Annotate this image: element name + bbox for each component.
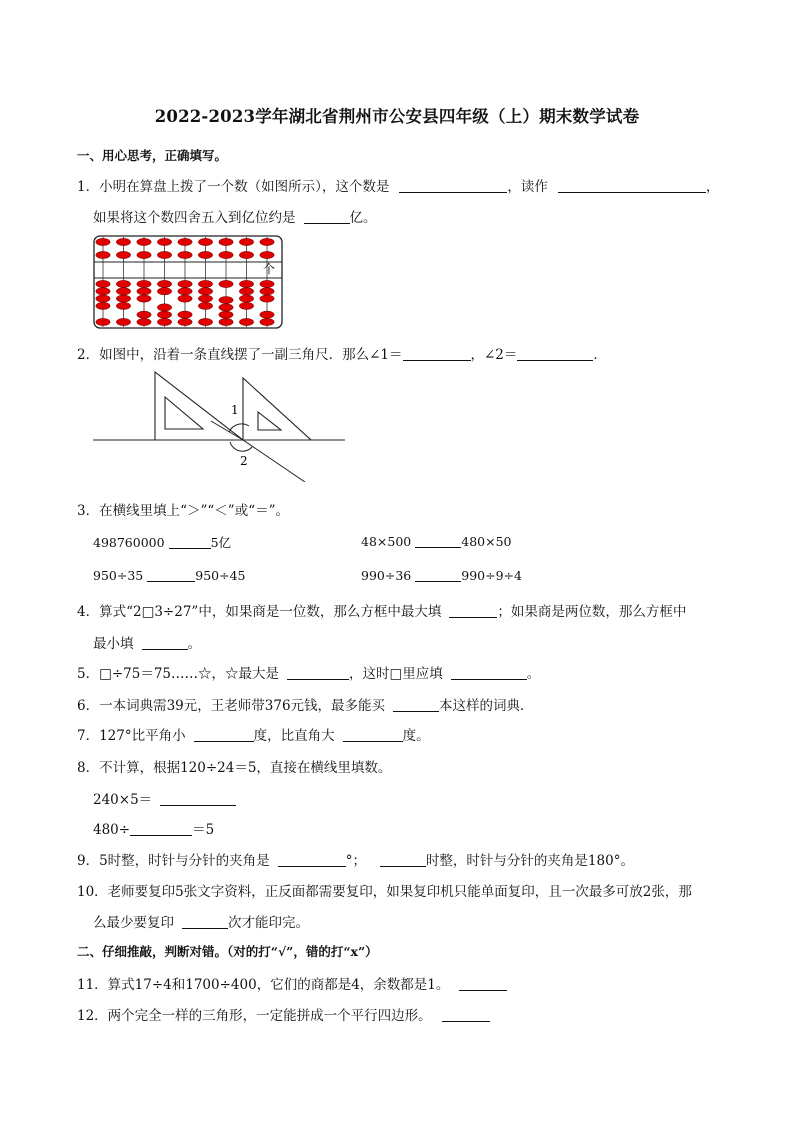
answer-blank[interactable] [278, 852, 346, 867]
question-10-line-1: 10．老师要复印5张文字资料，正反面都需要复印，如果复印机只能单面复印，且一次最多可放2张，那 [77, 884, 692, 900]
abacus-upper-bead [260, 251, 274, 258]
abacus-upper-bead [219, 238, 233, 245]
abacus-lower-bead [239, 280, 253, 287]
abacus-lower-bead [260, 280, 274, 287]
compare-item: 950÷35 950÷45 [93, 568, 246, 583]
abacus-lower-bead [198, 280, 212, 287]
question-10-line-2: 么最少要复印 次才能印完。 [93, 915, 309, 931]
abacus-lower-bead [239, 288, 253, 295]
abacus-lower-bead [96, 280, 110, 287]
question-11: 11．算式17÷4和1700÷400，它们的商都是4，余数都是1。 [77, 973, 507, 993]
abacus-upper-bead [116, 251, 130, 258]
abacus-lower-bead [137, 311, 151, 318]
question-8-sub-1: 240×5＝ [93, 788, 236, 808]
answer-blank[interactable] [403, 346, 471, 361]
answer-blank[interactable] [130, 821, 192, 836]
section-1-heading: 一、用心思考，正确填写。 [77, 148, 228, 163]
question-12: 12．两个完全一样的三角形，一定能拼成一个平行四边形。 [77, 1004, 490, 1024]
answer-blank[interactable] [380, 852, 426, 867]
answer-blank[interactable] [449, 603, 497, 618]
abacus-lower-bead [198, 288, 212, 295]
abacus-lower-bead [260, 311, 274, 318]
abacus-lower-bead [96, 288, 110, 295]
abacus-lower-bead [198, 318, 212, 325]
question-6: 6．一本词典需39元，王老师带376元钱，最多能买 本这样的词典． [77, 698, 534, 714]
abacus-lower-bead [260, 288, 274, 295]
abacus-lower-bead [178, 288, 192, 295]
abacus-lower-bead [157, 288, 171, 295]
question-8: 8．不计算，根据120÷24＝5，直接在横线里填数。 [77, 760, 392, 776]
compare-item: 48×500 480×50 [361, 534, 512, 549]
answer-blank[interactable] [182, 914, 228, 929]
abacus-lower-bead [260, 318, 274, 325]
abacus-lower-bead [239, 318, 253, 325]
abacus-lower-bead [178, 280, 192, 287]
abacus-lower-bead [260, 295, 274, 302]
answer-blank[interactable] [343, 727, 403, 742]
abacus-lower-bead [157, 304, 171, 311]
question-8-sub-2: 480÷ ＝5 [93, 822, 215, 838]
abacus-upper-bead [157, 251, 171, 258]
abacus-upper-bead [260, 238, 274, 245]
answer-blank[interactable] [415, 533, 461, 548]
abacus-lower-bead [178, 295, 192, 302]
angle-2-label: 2 [240, 454, 248, 468]
question-3: 3．在横线里填上“＞”“＜”或“＝”。 [77, 503, 289, 519]
question-4-line-2: 最小填 。 [93, 636, 201, 652]
answer-blank[interactable] [415, 567, 461, 582]
answer-blank[interactable] [558, 178, 706, 193]
abacus-lower-bead [137, 288, 151, 295]
answer-blank[interactable] [451, 665, 527, 680]
abacus-lower-bead [198, 295, 212, 302]
abacus-lower-bead [96, 295, 110, 302]
abacus-lower-bead [137, 280, 151, 287]
abacus-lower-bead [219, 280, 233, 287]
answer-blank[interactable] [160, 791, 236, 806]
abacus-upper-bead [239, 238, 253, 245]
triangle-rulers-figure [93, 364, 349, 482]
compare-item: 990÷36 990÷9÷4 [361, 568, 522, 583]
abacus-lower-bead [96, 318, 110, 325]
abacus-lower-bead [157, 318, 171, 325]
compare-item: 498760000 5亿 [93, 535, 232, 550]
abacus-upper-bead [96, 238, 110, 245]
abacus-figure [93, 235, 283, 329]
abacus-lower-bead [116, 280, 130, 287]
answer-blank[interactable] [304, 209, 350, 224]
abacus-lower-bead [137, 318, 151, 325]
answer-blank[interactable] [194, 727, 254, 742]
abacus-lower-bead [157, 311, 171, 318]
abacus-upper-bead [137, 238, 151, 245]
abacus-upper-bead [178, 251, 192, 258]
abacus-upper-bead [137, 251, 151, 258]
abacus-unit-label: 个 [262, 262, 276, 276]
question-7: 7．127°比平角小 度，比直角大 度。 [77, 728, 430, 744]
question-2: 2．如图中，沿着一条直线摆了一副三角尺．那么∠1＝ ，∠2＝ ． [77, 347, 607, 363]
abacus-lower-bead [198, 302, 212, 309]
abacus-lower-bead [116, 288, 130, 295]
abacus-lower-bead [116, 295, 130, 302]
question-9: 9．5时整，时针与分针的夹角是 °； 时整，时针与分针的夹角是180°。 [77, 853, 634, 869]
question-4-line-1: 4．算式“2□3÷27”中，如果商是一位数，那么方框中最大填 ；如果商是两位数，那么方框中 [77, 604, 687, 620]
abacus-lower-bead [219, 304, 233, 311]
answer-blank[interactable] [459, 976, 507, 991]
answer-blank[interactable] [169, 534, 211, 549]
abacus-lower-bead [178, 311, 192, 318]
answer-blank[interactable] [442, 1007, 490, 1022]
abacus-upper-bead [96, 251, 110, 258]
angle-1-label: 1 [231, 403, 239, 417]
answer-blank[interactable] [399, 178, 507, 193]
question-1-line-1: 1．小明在算盘上拨了一个数（如图所示），这个数是 ，读作 ， [77, 179, 720, 195]
answer-blank[interactable] [517, 346, 593, 361]
question-5: 5．□÷75＝75……☆，☆最大是 ，这时□里应填 。 [77, 666, 541, 682]
answer-blank[interactable] [142, 635, 188, 650]
answer-blank[interactable] [147, 567, 195, 582]
abacus-upper-bead [157, 238, 171, 245]
abacus-lower-bead [116, 302, 130, 309]
abacus-lower-bead [219, 311, 233, 318]
answer-blank[interactable] [393, 697, 439, 712]
page-title: 2022-2023学年湖北省荆州市公安县四年级（上）期末数学试卷 [154, 107, 640, 126]
question-1-line-2: 如果将这个数四舍五入到亿位约是 亿。 [93, 210, 377, 226]
abacus-lower-bead [239, 302, 253, 309]
abacus-upper-bead [116, 238, 130, 245]
abacus-upper-bead [198, 238, 212, 245]
abacus-lower-bead [219, 297, 233, 304]
abacus-lower-bead [157, 280, 171, 287]
abacus-lower-bead [137, 295, 151, 302]
abacus-upper-bead [219, 251, 233, 258]
section-2-heading: 二、仔细推敲，判断对错。（对的打“√”，错的打“x”） [77, 944, 378, 959]
abacus-lower-bead [178, 318, 192, 325]
abacus-lower-bead [239, 295, 253, 302]
answer-blank[interactable] [287, 665, 349, 680]
abacus-upper-bead [239, 251, 253, 258]
abacus-lower-bead [219, 318, 233, 325]
abacus-upper-bead [178, 238, 192, 245]
abacus-upper-bead [198, 251, 212, 258]
abacus-lower-bead [116, 318, 130, 325]
abacus-lower-bead [96, 302, 110, 309]
